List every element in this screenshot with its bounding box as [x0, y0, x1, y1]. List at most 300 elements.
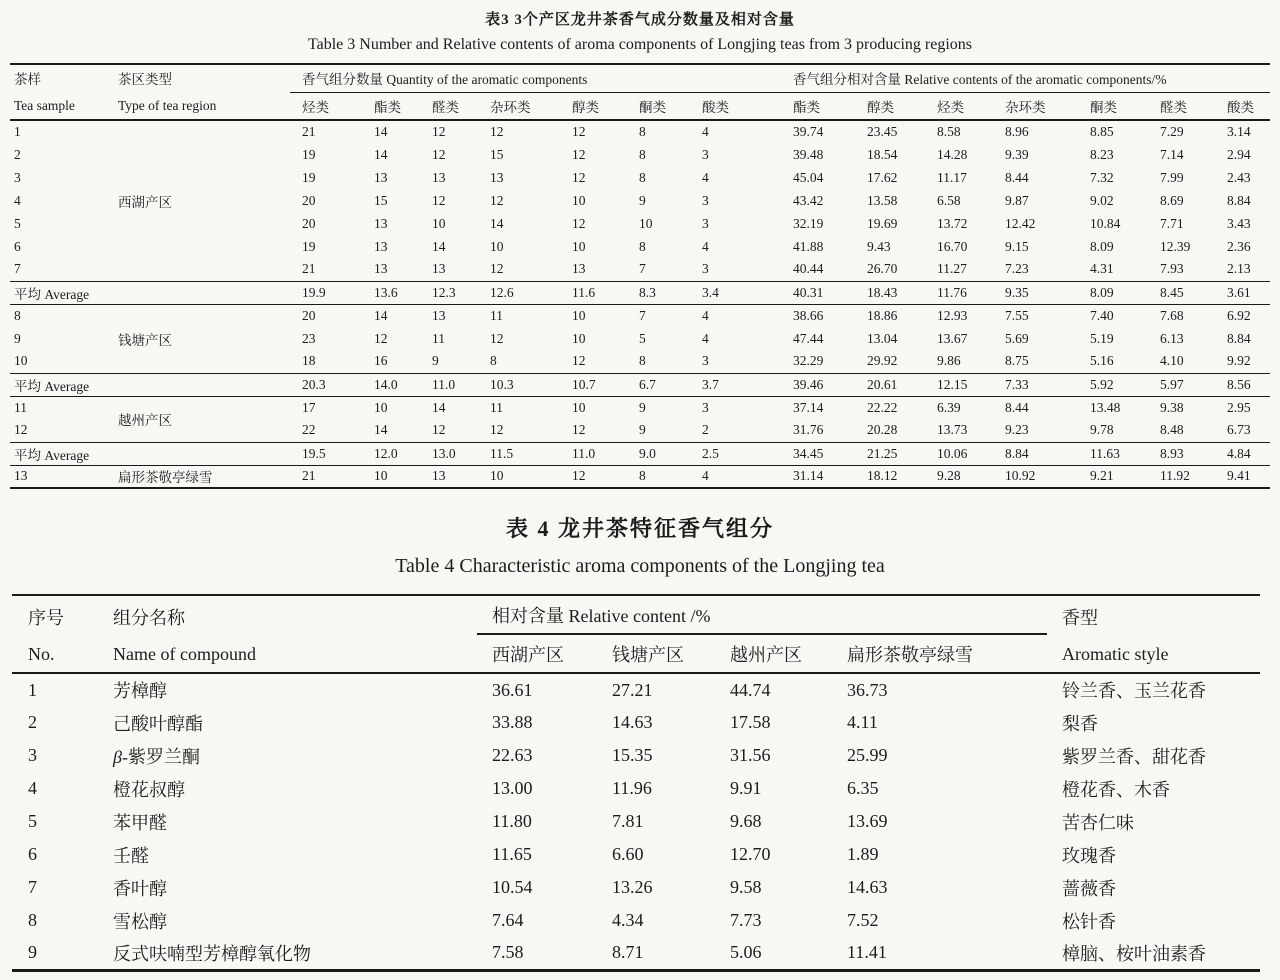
- table4-body: [12, 673, 1260, 970]
- quantity-value-cell: 12: [572, 468, 586, 484]
- content-value-cell: 17.62: [867, 169, 898, 185]
- compound-name: 橙花叔醇: [113, 779, 185, 800]
- average-label: 平均 Average: [10, 373, 290, 396]
- col-header-aromatic-style-en: Aromatic style: [1062, 644, 1169, 664]
- content-category-header: 醛类: [1148, 92, 1215, 120]
- content-value-cell: 43.42: [793, 192, 824, 208]
- content-average-cell: 3.61: [1215, 281, 1270, 304]
- content-value-cell: 9.39: [1005, 146, 1029, 162]
- quantity-value-cell: 3: [702, 261, 709, 277]
- quantity-value-cell: 19: [302, 238, 316, 254]
- content-value-cell: 6.73: [1227, 422, 1251, 438]
- content-average-cell: 10.06: [925, 442, 993, 465]
- quantity-value-cell: 4: [702, 124, 709, 139]
- content-value-cell: 7.71: [1160, 215, 1184, 231]
- content-value-cell: 9.02: [1090, 192, 1114, 208]
- quantity-value-cell: 10: [572, 399, 586, 415]
- quantity-value-cell: 3: [702, 353, 709, 369]
- content-value-cell: 2.36: [1227, 238, 1251, 254]
- content-value-cell: 5.19: [1090, 330, 1114, 346]
- content-value-cell: 8.69: [1160, 192, 1184, 208]
- region-column-header: 越州产区: [715, 634, 832, 673]
- aroma-style-cell: 玫瑰香: [1062, 845, 1117, 866]
- content-value-cell: 8.44: [1005, 169, 1029, 185]
- content-value-cell: 31.14: [793, 468, 824, 484]
- quantity-value-cell: 10: [572, 192, 586, 208]
- content-value-cell: 41.88: [793, 238, 824, 254]
- quantity-value-cell: 14: [432, 399, 446, 415]
- content-average-cell: 8.84: [993, 442, 1078, 465]
- content-category-header: 酸类: [1215, 92, 1270, 120]
- quantity-average-cell: 12.3: [420, 281, 478, 304]
- quantity-value-cell: 15: [374, 192, 388, 208]
- quantity-value-cell: 4: [702, 468, 709, 484]
- content-value-cell: 27.21: [612, 679, 653, 700]
- sample-cell: 11: [14, 399, 27, 415]
- quantity-value-cell: 14: [374, 146, 388, 162]
- quantity-category-header: 醛类: [420, 92, 478, 120]
- content-category-header: 酯类: [765, 92, 855, 120]
- content-value-cell: 10.84: [1090, 215, 1121, 231]
- content-value-cell: 11.92: [1160, 468, 1190, 484]
- group-header-relative-content: 香气组分相对含量 Relative contents of the aromatic components/%: [765, 64, 1270, 92]
- col-header-no: [12, 595, 87, 673]
- average-row: [10, 442, 1270, 465]
- content-value-cell: 8.09: [1090, 238, 1114, 254]
- content-average-cell: 11.76: [925, 281, 993, 304]
- content-value-cell: 13.00: [492, 778, 533, 798]
- content-value-cell: 44.74: [730, 679, 771, 700]
- quantity-value-cell: 21: [302, 468, 316, 484]
- table4: [12, 594, 1260, 972]
- quantity-value-cell: 4: [702, 307, 709, 323]
- table4-title-en: Table 4 Characteristic aroma components of the Longjing tea: [395, 555, 885, 577]
- content-value-cell: 6.13: [1160, 330, 1184, 346]
- average-row: [10, 373, 1270, 396]
- aroma-style-cell: 蔷薇香: [1062, 878, 1117, 899]
- quantity-value-cell: 10: [490, 238, 504, 254]
- quantity-value-cell: 3: [702, 399, 709, 415]
- quantity-average-cell: 12.0: [362, 442, 420, 465]
- content-value-cell: 7.64: [492, 910, 524, 930]
- row-number: 5: [28, 811, 37, 831]
- quantity-average-cell: 3.4: [690, 281, 765, 304]
- quantity-value-cell: 9: [639, 192, 646, 208]
- content-value-cell: 7.81: [612, 811, 644, 831]
- aroma-style-cell: 橙花香、木香: [1062, 779, 1171, 800]
- row-number: 1: [28, 679, 37, 700]
- compound-name: 芳樟醇: [113, 681, 167, 701]
- content-average-cell: 20.61: [855, 373, 925, 396]
- content-value-cell: 13.58: [867, 192, 898, 208]
- group-header-quantity: 香气组分数量 Quantity of the aromatic components: [290, 64, 765, 92]
- content-average-cell: 8.45: [1148, 281, 1215, 304]
- quantity-value-cell: 13: [432, 261, 446, 277]
- col-header-aromatic-style-zh: 香型: [1062, 608, 1099, 628]
- content-value-cell: 37.14: [793, 399, 824, 415]
- content-value-cell: 11.65: [492, 844, 532, 864]
- quantity-value-cell: 19: [302, 146, 316, 162]
- content-value-cell: 10.92: [1005, 468, 1036, 484]
- content-value-cell: 13.67: [937, 330, 968, 346]
- content-value-cell: 38.66: [793, 307, 824, 323]
- content-value-cell: 4.31: [1090, 261, 1114, 277]
- region-cell: 扁形茶敬亭绿雪: [118, 470, 213, 486]
- content-value-cell: 8.48: [1160, 422, 1184, 438]
- quantity-average-cell: 6.7: [627, 373, 690, 396]
- sample-cell: 4: [14, 192, 21, 208]
- content-value-cell: 13.48: [1090, 399, 1121, 415]
- quantity-value-cell: 4: [702, 238, 709, 254]
- quantity-value-cell: 14: [490, 215, 504, 231]
- content-value-cell: 8.84: [1227, 192, 1251, 208]
- content-category-header: 醇类: [855, 92, 925, 120]
- content-value-cell: 32.19: [793, 215, 824, 231]
- quantity-value-cell: 3: [702, 146, 709, 162]
- table3-group-header-row: [10, 64, 1270, 92]
- content-value-cell: 14.63: [612, 712, 653, 732]
- content-value-cell: 8.58: [937, 124, 961, 139]
- quantity-value-cell: 3: [702, 215, 709, 231]
- quantity-average-cell: 3.7: [690, 373, 765, 396]
- quantity-average-cell: 19.5: [290, 442, 362, 465]
- content-value-cell: 7.68: [1160, 307, 1184, 323]
- quantity-value-cell: 12: [572, 124, 586, 139]
- content-value-cell: 12.70: [730, 844, 771, 864]
- content-value-cell: 8.84: [1227, 330, 1251, 346]
- quantity-category-header: 烃类: [290, 92, 362, 120]
- content-value-cell: 2.95: [1227, 399, 1251, 415]
- content-value-cell: 7.73: [730, 910, 762, 930]
- average-label: 平均 Average: [10, 281, 290, 304]
- content-value-cell: 8.44: [1005, 399, 1029, 415]
- content-value-cell: 4.11: [847, 712, 878, 732]
- table-row: [12, 673, 1260, 706]
- quantity-value-cell: 10: [572, 330, 586, 346]
- quantity-average-cell: 8.3: [627, 281, 690, 304]
- content-average-cell: 11.63: [1078, 442, 1148, 465]
- table-row: [12, 937, 1260, 970]
- content-average-cell: 5.97: [1148, 373, 1215, 396]
- quantity-value-cell: 13: [432, 307, 446, 323]
- content-value-cell: 31.56: [730, 745, 771, 765]
- content-value-cell: 36.61: [492, 679, 533, 700]
- sample-cell: 7: [14, 261, 21, 277]
- quantity-value-cell: 12: [572, 215, 586, 231]
- content-value-cell: 11.96: [612, 778, 652, 798]
- quantity-value-cell: 12: [572, 422, 586, 438]
- content-average-cell: 7.33: [993, 373, 1078, 396]
- content-value-cell: 6.60: [612, 844, 644, 864]
- table-row: [10, 120, 1270, 143]
- content-value-cell: 7.52: [847, 910, 879, 930]
- sample-cell: 12: [14, 422, 28, 438]
- content-value-cell: 39.74: [793, 124, 824, 139]
- content-value-cell: 13.26: [612, 877, 653, 897]
- quantity-value-cell: 12: [490, 192, 504, 208]
- row-number: 9: [28, 942, 37, 963]
- quantity-value-cell: 12: [490, 422, 504, 438]
- quantity-value-cell: 22: [302, 422, 316, 438]
- content-value-cell: 39.48: [793, 146, 824, 162]
- quantity-category-header: 酮类: [627, 92, 690, 120]
- quantity-average-cell: 12.6: [478, 281, 560, 304]
- compound-name: 己酸叶醇酯: [113, 713, 203, 734]
- content-value-cell: 8.75: [1005, 353, 1029, 369]
- content-value-cell: 18.54: [867, 146, 898, 162]
- content-value-cell: 2.43: [1227, 169, 1251, 185]
- content-category-header: 烃类: [925, 92, 993, 120]
- table-row: [12, 739, 1260, 772]
- content-value-cell: 7.23: [1005, 261, 1029, 277]
- quantity-value-cell: 20: [302, 307, 316, 323]
- quantity-value-cell: 8: [639, 353, 646, 369]
- content-value-cell: 29.92: [867, 353, 898, 369]
- quantity-value-cell: 21: [302, 261, 316, 277]
- quantity-value-cell: 14: [374, 422, 388, 438]
- quantity-value-cell: 16: [374, 353, 388, 369]
- quantity-value-cell: 12: [572, 353, 586, 369]
- content-value-cell: 33.88: [492, 712, 533, 732]
- compound-name: 反式呋喃型芳樟醇氧化物: [113, 943, 311, 964]
- table-row: [12, 871, 1260, 904]
- content-value-cell: 12.93: [937, 307, 968, 323]
- sample-cell: 13: [14, 468, 28, 484]
- content-value-cell: 14.63: [847, 877, 888, 897]
- quantity-value-cell: 10: [490, 468, 504, 484]
- content-value-cell: 14.28: [937, 146, 968, 162]
- content-value-cell: 36.73: [847, 679, 888, 700]
- col-header-no-en: No.: [28, 644, 55, 664]
- quantity-value-cell: 10: [432, 215, 446, 231]
- table-row: [12, 706, 1260, 739]
- quantity-value-cell: 13: [432, 468, 446, 484]
- content-value-cell: 7.99: [1160, 169, 1184, 185]
- quantity-value-cell: 20: [302, 215, 316, 231]
- content-value-cell: 11.17: [937, 169, 967, 185]
- content-value-cell: 10.54: [492, 877, 533, 897]
- quantity-value-cell: 23: [302, 330, 316, 346]
- col-header-region-type: [110, 64, 290, 120]
- table3: [10, 63, 1270, 489]
- sample-cell: 8: [14, 307, 21, 323]
- content-value-cell: 11.80: [492, 811, 532, 831]
- content-value-cell: 45.04: [793, 169, 824, 185]
- content-value-cell: 9.41: [1227, 468, 1251, 484]
- compound-name: 香叶醇: [113, 878, 167, 899]
- quantity-value-cell: 14: [374, 307, 388, 323]
- content-value-cell: 8.23: [1090, 146, 1114, 162]
- quantity-value-cell: 12: [490, 330, 504, 346]
- quantity-value-cell: 2: [702, 422, 709, 438]
- row-number: 4: [28, 778, 37, 798]
- content-value-cell: 9.92: [1227, 353, 1251, 369]
- quantity-value-cell: 12: [572, 146, 586, 162]
- content-average-cell: 9.35: [993, 281, 1078, 304]
- quantity-average-cell: 14.0: [362, 373, 420, 396]
- quantity-value-cell: 20: [302, 192, 316, 208]
- quantity-value-cell: 8: [639, 124, 646, 139]
- table-row: [10, 465, 1270, 488]
- quantity-value-cell: 11: [432, 330, 445, 346]
- aroma-style-cell: 梨香: [1062, 713, 1099, 734]
- region-column-header: 钱塘产区: [597, 634, 715, 673]
- quantity-value-cell: 10: [572, 238, 586, 254]
- content-value-cell: 13.73: [937, 422, 968, 438]
- quantity-value-cell: 8: [639, 468, 646, 484]
- quantity-average-cell: 11.5: [478, 442, 560, 465]
- compound-name: β-紫罗兰酮: [113, 746, 200, 767]
- content-value-cell: 17.58: [730, 712, 771, 732]
- content-value-cell: 7.55: [1005, 307, 1029, 323]
- table3-title-en: Table 3 Number and Relative contents of aroma components of Longjing teas from 3 producing regions: [307, 36, 973, 53]
- quantity-value-cell: 14: [432, 238, 446, 254]
- quantity-value-cell: 10: [374, 468, 388, 484]
- quantity-average-cell: 2.5: [690, 442, 765, 465]
- quantity-average-cell: 9.0: [627, 442, 690, 465]
- content-value-cell: 11.41: [847, 942, 887, 963]
- content-value-cell: 8.71: [612, 942, 644, 963]
- content-value-cell: 9.23: [1005, 422, 1029, 438]
- quantity-value-cell: 13: [572, 261, 586, 277]
- region-column-header: 西湖产区: [477, 634, 597, 673]
- content-value-cell: 9.58: [730, 877, 762, 897]
- content-category-header: 酮类: [1078, 92, 1148, 120]
- content-value-cell: 9.68: [730, 811, 762, 831]
- aroma-style-cell: 铃兰香、玉兰花香: [1062, 681, 1207, 701]
- quantity-average-cell: 11.0: [420, 373, 478, 396]
- table-row: [12, 838, 1260, 871]
- content-value-cell: 9.15: [1005, 238, 1029, 254]
- table-row: [12, 904, 1260, 937]
- table3-title-zh: 表3 3个产区龙井茶香气成分数量及相对含量: [485, 12, 795, 28]
- content-value-cell: 3.43: [1227, 215, 1251, 231]
- quantity-value-cell: 9: [639, 399, 646, 415]
- aroma-style-cell: 樟脑、桉叶油素香: [1062, 943, 1207, 964]
- content-value-cell: 47.44: [793, 330, 824, 346]
- content-average-cell: 21.25: [855, 442, 925, 465]
- table-row: [10, 304, 1270, 327]
- quantity-value-cell: 13: [374, 238, 388, 254]
- content-value-cell: 12.39: [1160, 238, 1191, 254]
- quantity-value-cell: 13: [374, 261, 388, 277]
- content-category-header: 杂环类: [993, 92, 1078, 120]
- content-value-cell: 31.76: [793, 422, 824, 438]
- quantity-value-cell: 12: [432, 422, 446, 438]
- quantity-average-cell: 13.0: [420, 442, 478, 465]
- content-value-cell: 32.29: [793, 353, 824, 369]
- content-value-cell: 9.21: [1090, 468, 1114, 484]
- quantity-value-cell: 12: [374, 330, 388, 346]
- content-value-cell: 3.14: [1227, 124, 1251, 139]
- table-row: [10, 396, 1270, 419]
- content-value-cell: 18.86: [867, 307, 898, 323]
- content-average-cell: 8.56: [1215, 373, 1270, 396]
- col-header-no-zh: 序号: [28, 608, 64, 628]
- content-average-cell: 12.15: [925, 373, 993, 396]
- col-header-tea-sample: [10, 64, 110, 120]
- quantity-value-cell: 12: [432, 124, 446, 139]
- col-header-region-type-zh: 茶区类型: [118, 72, 172, 87]
- content-value-cell: 18.12: [867, 468, 898, 484]
- quantity-value-cell: 18: [302, 353, 316, 369]
- content-value-cell: 13.72: [937, 215, 968, 231]
- quantity-value-cell: 15: [490, 146, 504, 162]
- content-value-cell: 9.87: [1005, 192, 1029, 208]
- aroma-style-cell: 紫罗兰香、甜花香: [1062, 746, 1207, 767]
- content-value-cell: 9.78: [1090, 422, 1114, 438]
- content-value-cell: 22.63: [492, 745, 533, 765]
- quantity-value-cell: 7: [639, 307, 646, 323]
- quantity-value-cell: 12: [432, 146, 446, 162]
- sample-cell: 3: [14, 169, 21, 185]
- quantity-average-cell: 11.6: [560, 281, 627, 304]
- content-value-cell: 9.86: [937, 353, 961, 369]
- content-value-cell: 9.43: [867, 238, 891, 254]
- col-header-aromatic-style: [1047, 595, 1260, 673]
- content-value-cell: 25.99: [847, 745, 888, 765]
- quantity-value-cell: 12: [490, 124, 504, 139]
- compound-name: 雪松醇: [113, 911, 167, 932]
- col-header-tea-sample-zh: 茶样: [14, 72, 41, 87]
- quantity-value-cell: 21: [302, 124, 316, 139]
- content-average-cell: 40.31: [765, 281, 855, 304]
- quantity-value-cell: 11: [490, 307, 503, 323]
- content-value-cell: 6.39: [937, 399, 961, 415]
- row-number: 2: [28, 712, 37, 732]
- sample-cell: 10: [14, 353, 28, 369]
- col-header-region-type-en: Type of tea region: [118, 98, 217, 113]
- content-average-cell: 4.84: [1215, 442, 1270, 465]
- quantity-category-header: 酸类: [690, 92, 765, 120]
- table-row: [12, 805, 1260, 838]
- quantity-value-cell: 4: [702, 330, 709, 346]
- content-value-cell: 2.94: [1227, 146, 1251, 162]
- quantity-value-cell: 13: [374, 215, 388, 231]
- col-header-tea-sample-en: Tea sample: [14, 98, 75, 113]
- quantity-value-cell: 7: [639, 261, 646, 277]
- content-value-cell: 7.29: [1160, 124, 1184, 139]
- col-header-compound-name-zh: 组分名称: [113, 608, 185, 628]
- quantity-value-cell: 9: [432, 353, 439, 369]
- content-value-cell: 16.70: [937, 238, 968, 254]
- quantity-value-cell: 19: [302, 169, 316, 185]
- content-value-cell: 5.69: [1005, 330, 1029, 346]
- content-value-cell: 13.69: [847, 811, 888, 831]
- content-value-cell: 7.14: [1160, 146, 1184, 162]
- quantity-value-cell: 13: [374, 169, 388, 185]
- quantity-value-cell: 17: [302, 399, 316, 415]
- quantity-category-header: 杂环类: [478, 92, 560, 120]
- compound-name: 壬醛: [113, 845, 149, 866]
- content-value-cell: 7.32: [1090, 169, 1114, 185]
- quantity-value-cell: 10: [639, 215, 653, 231]
- content-value-cell: 40.44: [793, 261, 824, 277]
- content-value-cell: 4.10: [1160, 353, 1184, 369]
- quantity-value-cell: 8: [639, 146, 646, 162]
- content-value-cell: 7.40: [1090, 307, 1114, 323]
- quantity-value-cell: 12: [490, 261, 504, 277]
- content-average-cell: 34.45: [765, 442, 855, 465]
- content-value-cell: 2.13: [1227, 261, 1251, 277]
- quantity-value-cell: 8: [639, 238, 646, 254]
- quantity-category-header: 醇类: [560, 92, 627, 120]
- sample-cell: 6: [14, 238, 21, 254]
- quantity-average-cell: 20.3: [290, 373, 362, 396]
- table-row: [12, 772, 1260, 805]
- col-header-compound-name: [87, 595, 477, 673]
- quantity-average-cell: 10.3: [478, 373, 560, 396]
